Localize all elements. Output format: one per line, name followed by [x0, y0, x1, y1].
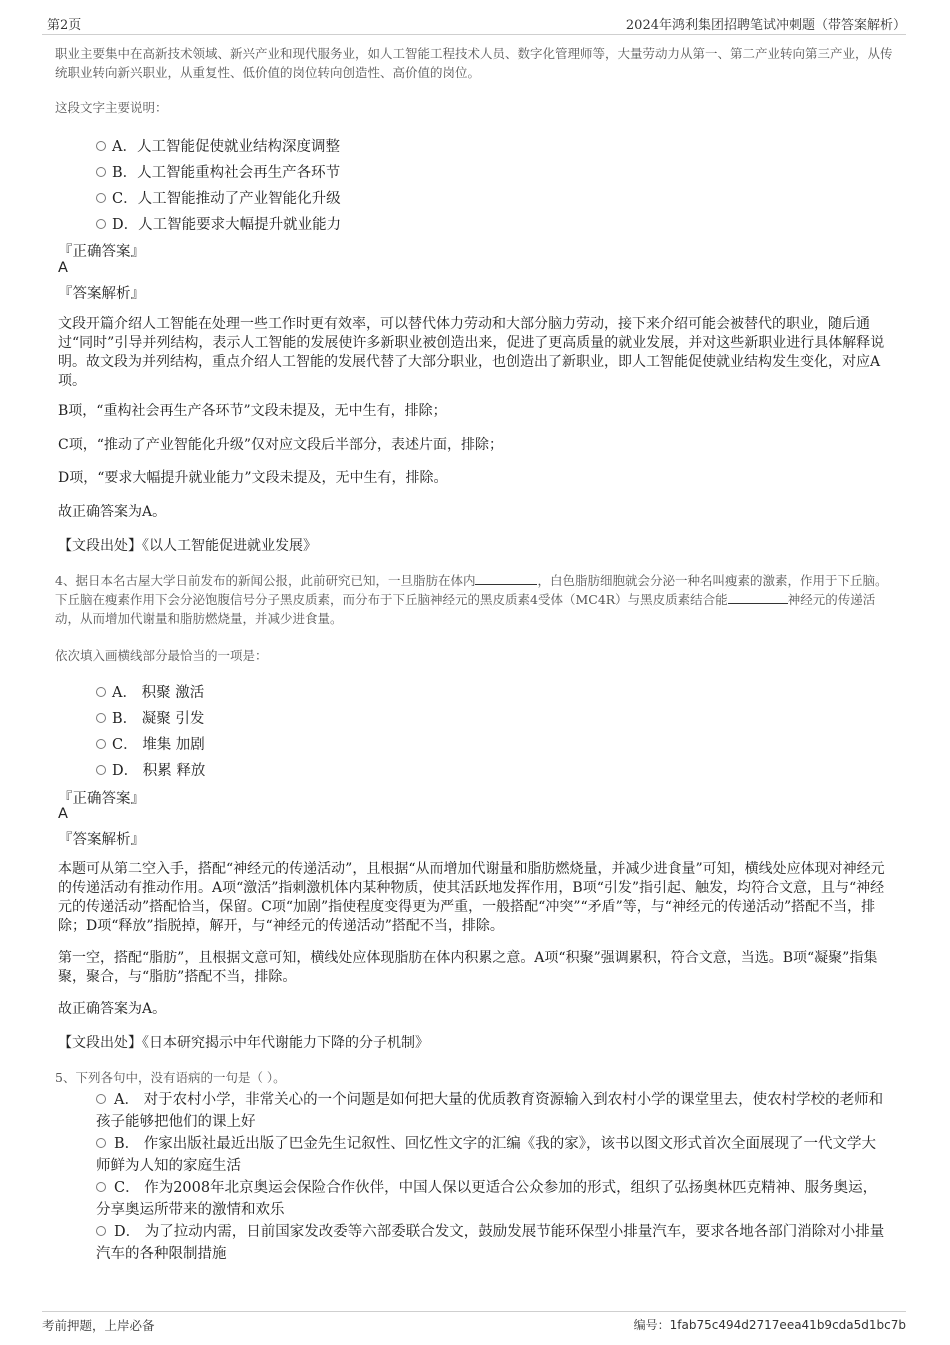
q4-option-a[interactable]: A． 积聚 激活	[96, 681, 204, 702]
footer-slogan: 考前押题，上岸必备	[42, 1318, 155, 1333]
q3-prompt: 这段文字主要说明：	[55, 100, 168, 115]
q3-answer-label: 『正确答案』	[58, 244, 145, 260]
radio-icon[interactable]	[96, 1182, 106, 1192]
q5-stem: 5、下列各句中，没有语病的一句是（ ）。	[55, 1070, 286, 1085]
q4-option-d[interactable]: D． 积累 释放	[96, 759, 205, 780]
q3-source: 【文段出处】《以人工智能促进就业发展》	[58, 538, 317, 554]
q5-option-c[interactable]: C． 作为2008年北京奥运会保险合作伙伴，中国人保以更适合公众参加的形式，组织了弘扬奥林匹克精神、服务奥运，分享奥运所带来的激情和欢乐	[96, 1180, 878, 1218]
q3-analysis-c: C项，“推动了产业智能化升级”仅对应文段后半部分，表述片面，排除；	[58, 437, 504, 453]
page-footer	[42, 1311, 906, 1338]
radio-icon[interactable]	[96, 739, 106, 749]
q4-analysis-label: 『答案解析』	[58, 832, 145, 848]
radio-icon[interactable]	[96, 219, 106, 229]
q4-option-c[interactable]: C． 堆集 加剧	[96, 733, 205, 754]
q3-analysis-b: B项，“重构社会再生产各环节”文段未提及，无中生有，排除；	[58, 403, 447, 419]
document-id: 编号：1fab75c494d2717eea41b9cda5d1bc7b	[633, 1318, 906, 1332]
q3-analysis-main: 文段开篇介绍人工智能在处理一些工作时更有效率，可以替代体力劳动和大部分脑力劳动，接下来介绍可能会被替代的职业，随后通过“同时”引导并列结构，表示人工智能的发展使许多新职业被创造出来，促进了更高质量的就业发展，并对这些新职业进行具体解释说明。故文段为并列结构，重点介绍人工智能的发展代替了大部分职业，也创造出了新职业，即人工智能促使就业结构发生变化，对应A项。	[58, 316, 885, 389]
radio-icon[interactable]	[96, 1226, 106, 1236]
radio-icon[interactable]	[96, 713, 106, 723]
q4-option-b[interactable]: B． 凝聚 引发	[96, 707, 204, 728]
q4-analysis-first-blank: 第一空，搭配“脂肪”，且根据文意可知，横线处应体现脂肪在体内积累之意。A项“积聚”强调累积，符合文意，当选。B项“凝聚”指集聚，聚合，与“脂肪”搭配不当，排除。	[58, 950, 878, 985]
q4-stem: 4、据日本名古屋大学日前发布的新闻公报，此前研究已知，一旦脂肪在体内 ，白色脂肪细胞就会分泌一种名叫瘦素的激素，作用于下丘脑。下丘脑在瘦素作用下会分泌饱腹信号分子黑皮质素，而分布于下丘脑神经元的黑皮质素4受体（MC4R）与黑皮质素结合能 神经元的传递活动，从而增加代谢量和脂肪燃烧量，并减少进食量。	[55, 573, 888, 626]
q3-answer: A	[58, 260, 68, 276]
q3-passage: 职业主要集中在高新技术领域、新兴产业和现代服务业，如人工智能工程技术人员、数字化管理师等，大量劳动力从第一、第二产业转向第三产业，从传统职业转向新兴职业，从重复性、低价值的岗位转向创造性、高价值的岗位。	[55, 46, 893, 80]
q3-option-d[interactable]: D．人工智能要求大幅提升就业能力	[96, 213, 341, 234]
radio-icon[interactable]	[96, 765, 106, 775]
page-header	[42, 12, 906, 35]
blank-2	[728, 591, 788, 604]
q3-analysis-label: 『答案解析』	[58, 286, 145, 302]
radio-icon[interactable]	[96, 1138, 106, 1148]
q4-answer-label: 『正确答案』	[58, 791, 145, 807]
q3-option-a[interactable]: A．人工智能促使就业结构深度调整	[96, 135, 340, 156]
q5-option-b[interactable]: B． 作家出版社最近出版了巴金先生记叙性、回忆性文字的汇编《我的家》，该书以图文形式首次全面展现了一代文学大师鲜为人知的家庭生活	[96, 1136, 877, 1174]
q3-option-b[interactable]: B．人工智能重构社会再生产各环节	[96, 161, 340, 182]
document-title: 2024年鸿利集团招聘笔试冲刺题（带答案解析）	[625, 18, 906, 33]
q5-option-d[interactable]: D． 为了拉动内需，日前国家发改委等六部委联合发文，鼓励发展节能环保型小排量汽车，要求各地各部门消除对小排量汽车的各种限制措施	[96, 1224, 885, 1262]
q3-conclusion: 故正确答案为A。	[58, 504, 167, 520]
radio-icon[interactable]	[96, 193, 106, 203]
q4-analysis-main: 本题可从第二空入手，搭配“神经元的传递活动”，且根据“从而增加代谢量和脂肪燃烧量，并减少进食量”可知，横线处应体现对神经元的传递活动有推动作用。A项“激活”指刺激机体内某种物质，使其活跃地发挥作用，B项“引发”指引起、触发，均符合文意，且与“神经元的传递活动”搭配恰当，保留。C项“加剧”指使程度变得更为严重，一般搭配“冲突”“矛盾”等，与“神经元的传递活动”搭配不当，排除；D项“释放”指脱掉，解开，与“神经元的传递活动”搭配不当，排除。	[58, 861, 885, 934]
radio-icon[interactable]	[96, 687, 106, 697]
q3-option-c[interactable]: C．人工智能推动了产业智能化升级	[96, 187, 341, 208]
q4-answer: A	[58, 806, 68, 822]
radio-icon[interactable]	[96, 141, 106, 151]
q4-source: 【文段出处】《日本研究揭示中年代谢能力下降的分子机制》	[58, 1035, 429, 1051]
blank-1	[475, 572, 537, 585]
q4-conclusion: 故正确答案为A。	[58, 1001, 167, 1017]
radio-icon[interactable]	[96, 1094, 106, 1104]
page-number: 第2页	[47, 18, 82, 33]
q3-analysis-d: D项，“要求大幅提升就业能力”文段未提及，无中生有，排除。	[58, 470, 448, 486]
q5-option-a[interactable]: A． 对于农村小学，非常关心的一个问题是如何把大量的优质教育资源输入到农村小学的课堂里去，使农村学校的老师和孩子能够把他们的课上好	[96, 1092, 884, 1130]
radio-icon[interactable]	[96, 167, 106, 177]
q4-prompt: 依次填入画横线部分最恰当的一项是：	[55, 648, 268, 663]
